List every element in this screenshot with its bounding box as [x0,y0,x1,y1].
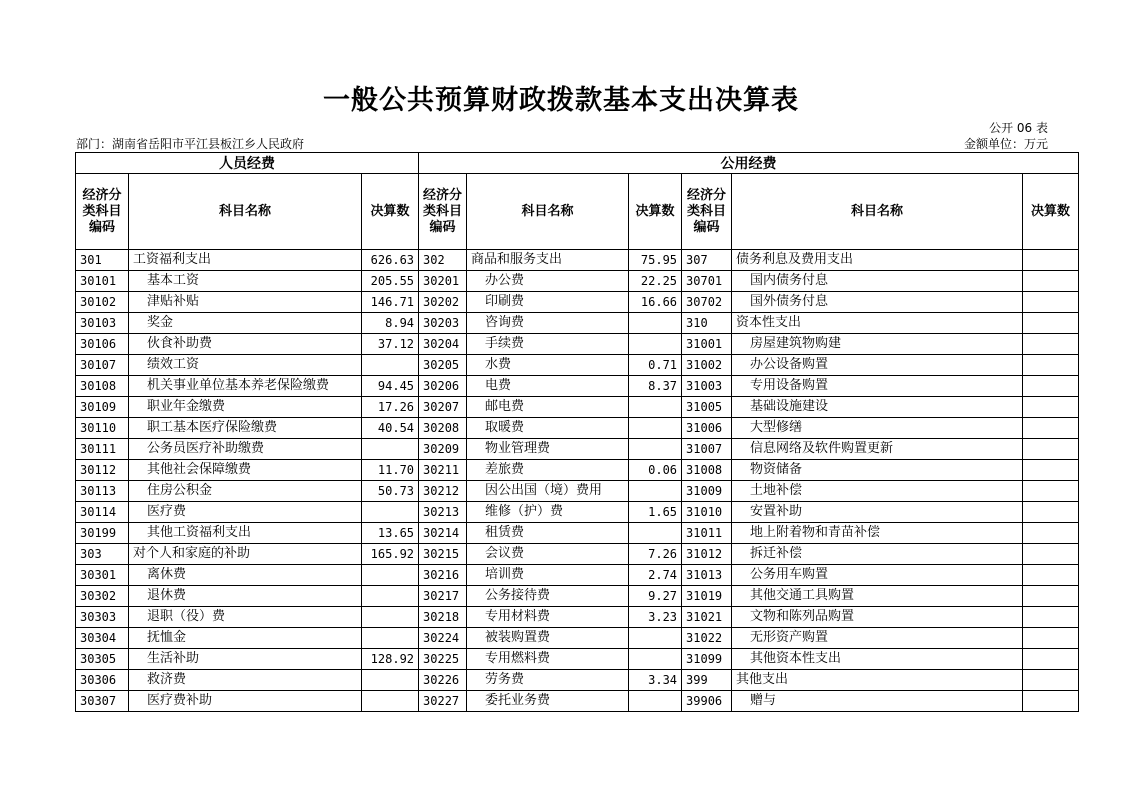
cell-code: 30203 [419,313,467,334]
cell-amount [362,586,419,607]
cell-code: 31019 [682,586,732,607]
cell-name: 拆迁补偿 [732,544,1023,565]
table-row [76,502,1079,523]
cell-name: 被装购置费 [467,628,629,649]
cell-name: 专用设备购置 [732,376,1023,397]
table-body [76,250,1079,712]
cell-amount: 7.26 [629,544,682,565]
cell-name: 水费 [467,355,629,376]
cell-code: 30216 [419,565,467,586]
col-header-name: 科目名称 [467,174,629,250]
cell-code: 310 [682,313,732,334]
cell-code: 30212 [419,481,467,502]
cell-amount [362,607,419,628]
cell-amount: 128.92 [362,649,419,670]
cell-amount: 165.92 [362,544,419,565]
cell-code: 31008 [682,460,732,481]
cell-name: 工资福利支出 [129,250,362,271]
cell-amount [1023,565,1079,586]
cell-code: 30110 [76,418,129,439]
cell-code: 31010 [682,502,732,523]
cell-name: 绩效工资 [129,355,362,376]
table-row [76,691,1079,712]
cell-code: 30211 [419,460,467,481]
cell-name: 土地补偿 [732,481,1023,502]
cell-code: 30103 [76,313,129,334]
cell-code: 30306 [76,670,129,691]
cell-name: 安置补助 [732,502,1023,523]
cell-amount: 37.12 [362,334,419,355]
cell-code: 30106 [76,334,129,355]
cell-code: 30114 [76,502,129,523]
cell-code: 30202 [419,292,467,313]
table-row [76,271,1079,292]
section-header-row [76,153,1079,174]
cell-name: 离休费 [129,565,362,586]
cell-code: 301 [76,250,129,271]
cell-name: 无形资产购置 [732,628,1023,649]
cell-code: 31007 [682,439,732,460]
cell-name: 因公出国（境）费用 [467,481,629,502]
cell-amount [1023,460,1079,481]
cell-code: 30302 [76,586,129,607]
cell-amount [1023,607,1079,628]
cell-code: 30111 [76,439,129,460]
cell-code: 30702 [682,292,732,313]
cell-name: 其他工资福利支出 [129,523,362,544]
amount-unit-label: 金额单位：万元 [963,137,1048,151]
cell-name: 邮电费 [467,397,629,418]
cell-amount: 205.55 [362,271,419,292]
cell-name: 咨询费 [467,313,629,334]
cell-amount [362,691,419,712]
table-row [76,544,1079,565]
cell-name: 手续费 [467,334,629,355]
cell-code: 30205 [419,355,467,376]
cell-code: 30213 [419,502,467,523]
cell-code: 31022 [682,628,732,649]
cell-amount [1023,691,1079,712]
cell-name: 办公费 [467,271,629,292]
table-row [76,250,1079,271]
cell-amount [629,649,682,670]
table-row [76,649,1079,670]
cell-name: 职业年金缴费 [129,397,362,418]
table-row [76,334,1079,355]
table-row [76,313,1079,334]
col-header-code: 经济分类科目编码 [419,174,467,250]
cell-name: 救济费 [129,670,362,691]
cell-code: 30218 [419,607,467,628]
cell-code: 31001 [682,334,732,355]
cell-code: 31003 [682,376,732,397]
cell-name: 其他社会保障缴费 [129,460,362,481]
cell-code: 30225 [419,649,467,670]
cell-amount [1023,418,1079,439]
cell-amount [629,439,682,460]
cell-name: 退休费 [129,586,362,607]
cell-code: 31011 [682,523,732,544]
cell-amount [362,439,419,460]
cell-code: 31005 [682,397,732,418]
cell-amount [1023,544,1079,565]
cell-name: 退职（役）费 [129,607,362,628]
cell-code: 30701 [682,271,732,292]
cell-name: 取暖费 [467,418,629,439]
table-row [76,376,1079,397]
page-title: 一般公共预算财政拨款基本支出决算表 [323,85,799,116]
cell-name: 其他交通工具购置 [732,586,1023,607]
cell-amount [629,481,682,502]
cell-amount: 8.94 [362,313,419,334]
cell-amount: 75.95 [629,250,682,271]
cell-code: 30307 [76,691,129,712]
cell-name: 房屋建筑物购建 [732,334,1023,355]
cell-name: 差旅费 [467,460,629,481]
table-row [76,670,1079,691]
cell-name: 住房公积金 [129,481,362,502]
cell-name: 对个人和家庭的补助 [129,544,362,565]
cell-code: 30199 [76,523,129,544]
cell-amount: 2.74 [629,565,682,586]
cell-amount [1023,313,1079,334]
cell-amount [1023,523,1079,544]
cell-name: 国外债务付息 [732,292,1023,313]
cell-amount [1023,376,1079,397]
cell-code: 30301 [76,565,129,586]
cell-name: 会议费 [467,544,629,565]
cell-code: 30101 [76,271,129,292]
cell-name: 文物和陈列品购置 [732,607,1023,628]
cell-amount [1023,439,1079,460]
column-header-row [76,174,1079,250]
section-personnel: 人员经费 [76,153,419,174]
table-row [76,628,1079,649]
cell-name: 国内债务付息 [732,271,1023,292]
cell-code: 30112 [76,460,129,481]
cell-code: 31012 [682,544,732,565]
cell-code: 30209 [419,439,467,460]
cell-amount: 0.06 [629,460,682,481]
cell-amount: 1.65 [629,502,682,523]
cell-code: 30303 [76,607,129,628]
cell-code: 30224 [419,628,467,649]
cell-name: 津贴补贴 [129,292,362,313]
cell-code: 399 [682,670,732,691]
cell-code: 303 [76,544,129,565]
cell-code: 30208 [419,418,467,439]
cell-name: 劳务费 [467,670,629,691]
cell-amount [629,397,682,418]
table-row [76,355,1079,376]
cell-name: 伙食补助费 [129,334,362,355]
cell-name: 公务员医疗补助缴费 [129,439,362,460]
cell-amount: 626.63 [362,250,419,271]
cell-amount [629,691,682,712]
cell-amount: 22.25 [629,271,682,292]
cell-name: 抚恤金 [129,628,362,649]
cell-name: 专用燃料费 [467,649,629,670]
cell-code: 31002 [682,355,732,376]
cell-name: 机关事业单位基本养老保险缴费 [129,376,362,397]
cell-name: 基础设施建设 [732,397,1023,418]
cell-name: 委托业务费 [467,691,629,712]
cell-name: 商品和服务支出 [467,250,629,271]
cell-code: 30109 [76,397,129,418]
cell-amount [1023,502,1079,523]
cell-code: 30206 [419,376,467,397]
table-row [76,439,1079,460]
cell-code: 31009 [682,481,732,502]
cell-amount: 9.27 [629,586,682,607]
col-header-code: 经济分类科目编码 [76,174,129,250]
cell-name: 公务用车购置 [732,565,1023,586]
col-header-name: 科目名称 [129,174,362,250]
cell-code: 30102 [76,292,129,313]
cell-amount [1023,250,1079,271]
cell-amount [1023,481,1079,502]
cell-amount [362,670,419,691]
cell-name: 资本性支出 [732,313,1023,334]
cell-amount: 17.26 [362,397,419,418]
cell-name: 大型修缮 [732,418,1023,439]
cell-name: 公务接待费 [467,586,629,607]
cell-amount [1023,649,1079,670]
cell-name: 地上附着物和青苗补偿 [732,523,1023,544]
cell-amount: 0.71 [629,355,682,376]
cell-amount [1023,271,1079,292]
cell-code: 30215 [419,544,467,565]
cell-code: 30214 [419,523,467,544]
cell-name: 医疗费 [129,502,362,523]
cell-amount [362,565,419,586]
cell-amount: 146.71 [362,292,419,313]
table-row [76,565,1079,586]
cell-code: 31021 [682,607,732,628]
table-row [76,481,1079,502]
cell-code: 30113 [76,481,129,502]
cell-name: 其他资本性支出 [732,649,1023,670]
cell-code: 31099 [682,649,732,670]
cell-name: 基本工资 [129,271,362,292]
cell-amount [362,628,419,649]
cell-amount: 8.37 [629,376,682,397]
cell-name: 信息网络及软件购置更新 [732,439,1023,460]
table-row [76,523,1079,544]
cell-name: 租赁费 [467,523,629,544]
cell-amount [1023,586,1079,607]
cell-amount [629,523,682,544]
cell-amount [629,418,682,439]
cell-amount [629,628,682,649]
department-label: 部门：湖南省岳阳市平江县板江乡人民政府 [76,137,305,151]
cell-amount: 11.70 [362,460,419,481]
cell-code: 30201 [419,271,467,292]
cell-amount [1023,292,1079,313]
cell-code: 30107 [76,355,129,376]
cell-amount: 13.65 [362,523,419,544]
cell-amount [1023,355,1079,376]
cell-code: 30204 [419,334,467,355]
cell-name: 印刷费 [467,292,629,313]
cell-name: 生活补助 [129,649,362,670]
cell-name: 债务利息及费用支出 [732,250,1023,271]
cell-amount: 16.66 [629,292,682,313]
table-row [76,418,1079,439]
table-row [76,586,1079,607]
cell-name: 电费 [467,376,629,397]
cell-amount: 3.23 [629,607,682,628]
table-row [76,460,1079,481]
cell-amount [1023,670,1079,691]
cell-name: 医疗费补助 [129,691,362,712]
cell-amount: 3.34 [629,670,682,691]
cell-code: 30305 [76,649,129,670]
cell-name: 职工基本医疗保险缴费 [129,418,362,439]
cell-code: 30226 [419,670,467,691]
col-header-amount: 决算数 [362,174,419,250]
cell-code: 31013 [682,565,732,586]
cell-name: 培训费 [467,565,629,586]
cell-code: 30108 [76,376,129,397]
col-header-code: 经济分类科目编码 [682,174,732,250]
col-header-name: 科目名称 [732,174,1023,250]
cell-name: 赠与 [732,691,1023,712]
cell-amount [362,355,419,376]
cell-amount [362,502,419,523]
cell-amount [629,334,682,355]
col-header-amount: 决算数 [1023,174,1079,250]
cell-code: 302 [419,250,467,271]
cell-amount [1023,397,1079,418]
cell-name: 其他支出 [732,670,1023,691]
cell-code: 30227 [419,691,467,712]
table-row [76,292,1079,313]
form-code: 公开 06 表 [989,121,1048,135]
cell-code: 39906 [682,691,732,712]
cell-code: 30207 [419,397,467,418]
cell-code: 30217 [419,586,467,607]
cell-code: 30304 [76,628,129,649]
budget-table [75,152,1079,712]
cell-code: 307 [682,250,732,271]
cell-amount: 40.54 [362,418,419,439]
cell-name: 奖金 [129,313,362,334]
cell-amount: 50.73 [362,481,419,502]
cell-amount [629,313,682,334]
cell-name: 办公设备购置 [732,355,1023,376]
section-public: 公用经费 [419,153,1079,174]
cell-name: 维修（护）费 [467,502,629,523]
cell-code: 31006 [682,418,732,439]
table-row [76,397,1079,418]
cell-name: 专用材料费 [467,607,629,628]
table-row [76,607,1079,628]
cell-amount: 94.45 [362,376,419,397]
cell-amount [1023,628,1079,649]
col-header-amount: 决算数 [629,174,682,250]
cell-amount [1023,334,1079,355]
cell-name: 物业管理费 [467,439,629,460]
cell-name: 物资储备 [732,460,1023,481]
